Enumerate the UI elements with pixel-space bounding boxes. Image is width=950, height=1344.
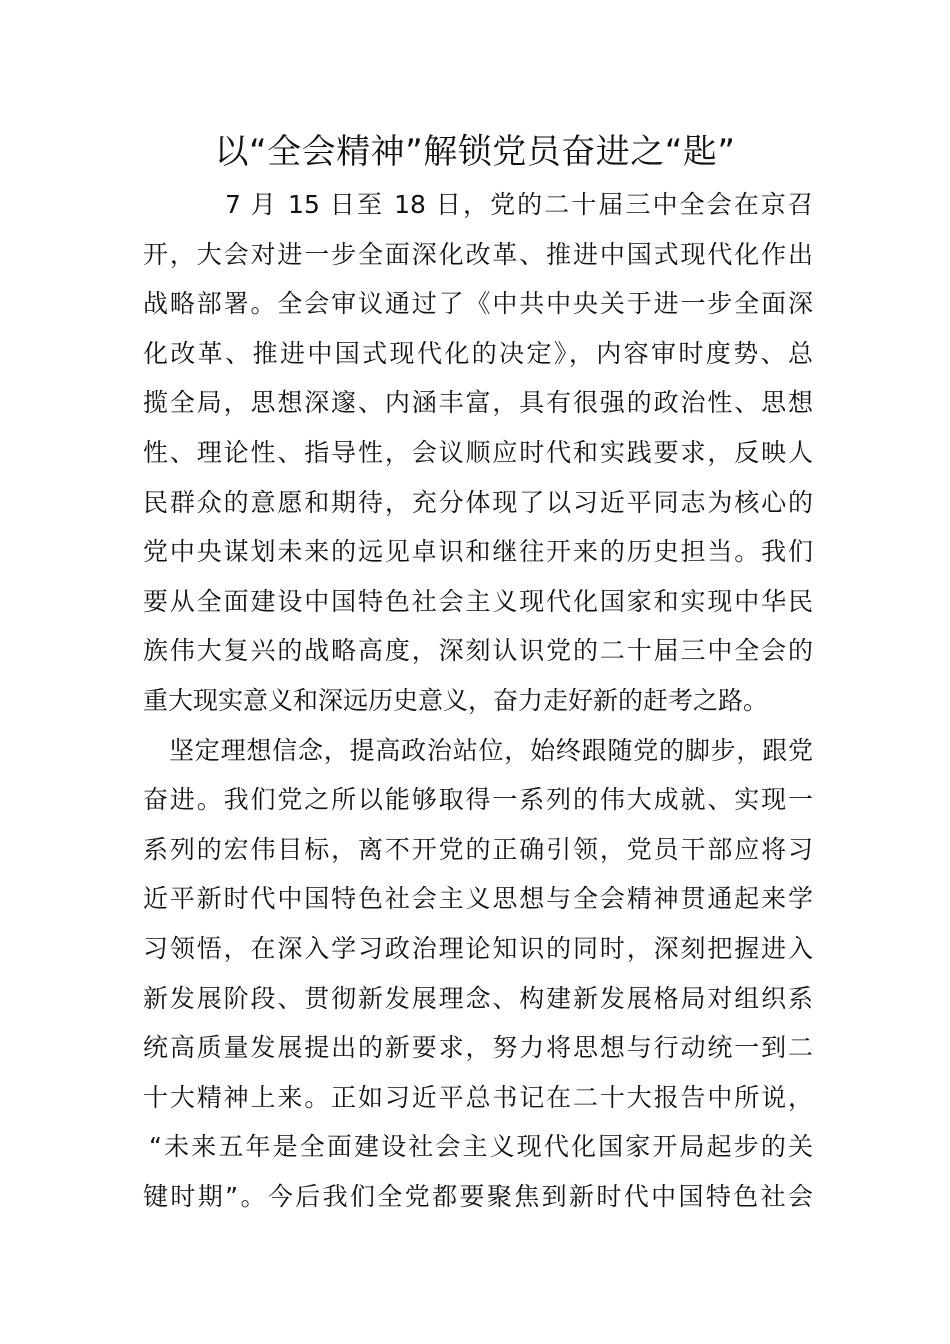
text-line: 重大现实意义和深远历史意义，奋力走好新的赶考之路。 [143, 685, 769, 715]
text-line: 7 月 15 日至 18 日，党的二十届三中全会在京召 [225, 190, 813, 219]
document-body [143, 180, 813, 1221]
text-line: 奋进。我们党之所以能够取得一系列的伟大成就、实现一 [143, 785, 813, 815]
text-line: “未来五年是全面建设社会主义现代化国家开局起步的关 [149, 1132, 813, 1162]
text-line: 统高质量发展提出的新要求，努力将思想与行动统一到二 [143, 1033, 813, 1063]
text-line: 近平新时代中国特色社会主义思想与全会精神贯通起来学 [143, 884, 813, 914]
text-line: 要从全面建设中国特色社会主义现代化国家和实现中华民 [143, 586, 813, 616]
text-line: 系列的宏伟目标，离不开党的正确引领，党员干部应将习 [143, 834, 813, 864]
text-line: 习领悟，在深入学习政治理论知识的同时，深刻把握进入 [143, 933, 813, 963]
text-line: 党中央谋划未来的远见卓识和继往开来的历史担当。我们 [143, 537, 813, 567]
text-line: 键时期”。今后我们全党都要聚焦到新时代中国特色社会 [143, 1181, 813, 1211]
text-line: 族伟大复兴的战略高度，深刻认识党的二十届三中全会的 [143, 636, 813, 666]
paragraph-1 [143, 180, 813, 726]
text-line: 揽全局，思想深邃、内涵丰富，具有很强的政治性、思想 [143, 388, 813, 418]
text-line: 新发展阶段、贯彻新发展理念、构建新发展格局对组织系 [143, 983, 813, 1013]
document-title: 以“全会精神”解锁党员奋进之“匙” [214, 132, 736, 172]
text-line: 民群众的意愿和期待，充分体现了以习近平同志为核心的 [143, 487, 813, 517]
text-line: 战略部署。全会审议通过了《中共中央关于进一步全面深 [143, 289, 813, 319]
paragraph-2 [143, 726, 813, 1222]
text-line: 坚定理想信念，提高政治站位，始终跟随党的脚步，跟党 [169, 735, 813, 765]
text-line: 化改革、推进中国式现代化的决定》，内容审时度势、总 [143, 338, 813, 368]
text-line: 十大精神上来。正如习近平总书记在二十大报告中所说， [143, 1082, 813, 1112]
text-line: 开，大会对进一步全面深化改革、推进中国式现代化作出 [143, 239, 813, 269]
text-line: 性、理论性、指导性，会议顺应时代和实践要求，反映人 [143, 437, 813, 467]
